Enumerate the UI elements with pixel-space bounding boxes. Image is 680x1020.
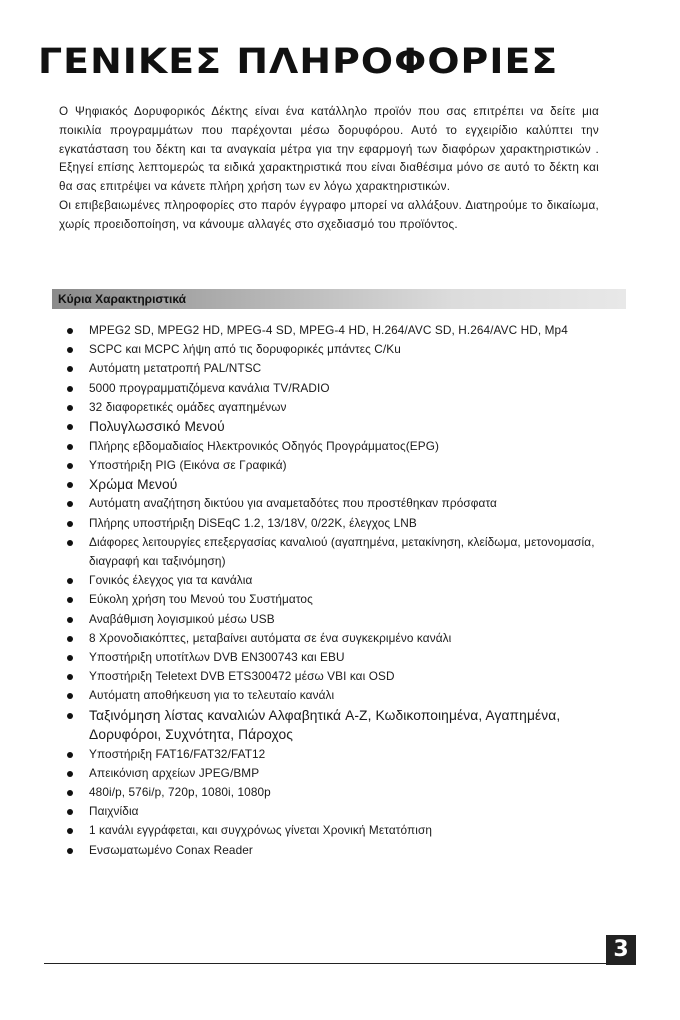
feature-text: Ταξινόμηση λίστας καναλιών Αλφαβητικά A-Z, Κωδικοποιημένα, Αγαπημένα, Δορυφόροι, Συχνότητα, Πάροχος: [89, 707, 561, 743]
feature-item: [67, 841, 607, 860]
feature-item: [67, 437, 607, 456]
bullet-icon: [67, 848, 73, 854]
intro-paragraph-1: Ο Ψηφιακός Δορυφορικός Δέκτης είναι ένα κατάλληλο προϊόν που σας επιτρέπει να δείτε μια ποικιλία προγραμμάτων που παρέχονται μέσω δορυφόρου. Αυτό το εγχειρίδιο καλύπτει την εγκατάσταση του δέκτη και τα αναγκαία μέτρα για την εφαρμογή των διαφόρων χαρακτηριστικών . Εξηγεί επίσης λεπτομερώς τα ειδικά χαρακτηριστικά που είναι διαθέσιμα μόνο σε αυτό το δέκτη και θα σας επιτρέψει να κάνετε πλήρη χρήση των εν λόγω χαρακτηριστικών.: [59, 105, 599, 194]
feature-item: [67, 802, 607, 821]
bullet-icon: [67, 771, 73, 777]
feature-item: [67, 321, 607, 340]
bullet-icon: [67, 405, 73, 411]
feature-item: [67, 648, 607, 667]
feature-text: Ενσωματωμένο Conax Reader: [89, 842, 253, 857]
bullet-icon: [67, 713, 73, 719]
feature-item: [67, 456, 607, 475]
feature-item: [67, 571, 607, 590]
feature-item: [67, 667, 607, 686]
bullet-icon: [67, 790, 73, 796]
bullet-icon: [67, 463, 73, 469]
bullet-icon: [67, 597, 73, 603]
bullet-icon: [67, 828, 73, 834]
feature-text: Γονικός έλεγχος για τα κανάλια: [89, 573, 253, 588]
bullet-icon: [67, 482, 73, 488]
feature-item: [67, 494, 607, 513]
bullet-icon: [67, 693, 73, 699]
feature-item: [67, 514, 607, 533]
section-header-bar: [52, 289, 626, 309]
feature-item: [67, 686, 607, 705]
bullet-icon: [67, 636, 73, 642]
bullet-icon: [67, 655, 73, 661]
feature-text: Υποστήριξη υποτίτλων DVB EN300743 και EBU: [89, 650, 345, 665]
page-number: 3: [606, 935, 636, 965]
feature-item: [67, 533, 607, 571]
feature-item: [67, 610, 607, 629]
feature-text: MPEG2 SD, MPEG2 HD, MPEG-4 SD, MPEG-4 HD, H.264/AVC SD, H.264/AVC HD, Mp4: [89, 323, 568, 337]
feature-item: [67, 706, 607, 745]
feature-text: Απεικόνιση αρχείων JPEG/BMP: [89, 765, 260, 780]
page-title: ΓΕΝΙΚΕΣ ΠΛΗΡΟΦΟΡΙΕΣ: [38, 42, 559, 82]
section-title: Κύρια Χαρακτηριστικά: [58, 292, 187, 306]
feature-item: [67, 783, 607, 802]
bullet-icon: [67, 424, 73, 430]
bullet-icon: [67, 809, 73, 815]
bullet-icon: [67, 501, 73, 507]
bullet-icon: [67, 347, 73, 353]
feature-text: Υποστήριξη FAT16/FAT32/FAT12: [89, 746, 266, 761]
feature-text: Υποστήριξη Teletext DVB ETS300472 μέσω VBI και OSD: [89, 669, 395, 684]
feature-text: Αυτόματη αποθήκευση για το τελευταίο κανάλι: [89, 688, 335, 703]
feature-item: [67, 745, 607, 764]
feature-text: Υποστήριξη PIG (Εικόνα σε Γραφικά): [89, 457, 287, 472]
feature-text: Χρώμα Μενού: [89, 476, 178, 492]
intro-text: [59, 103, 599, 235]
feature-item: [67, 821, 607, 840]
feature-text: Διάφορες λειτουργίες επεξεργασίας καναλιού (αγαπημένα, μετακίνηση, κλείδωμα, μετονομασία, διαγραφή και ταξινόμηση): [89, 534, 595, 569]
feature-item: [67, 590, 607, 609]
feature-item: [67, 417, 607, 437]
footer-divider: [44, 963, 606, 964]
bullet-icon: [67, 328, 73, 334]
bullet-icon: [67, 386, 73, 392]
bullet-icon: [67, 578, 73, 584]
feature-text: 5000 προγραμματιζόμενα κανάλια TV/RADIO: [89, 380, 330, 395]
feature-text: 32 διαφορετικές ομάδες αγαπημένων: [89, 399, 287, 414]
bullet-icon: [67, 752, 73, 758]
feature-item: [67, 359, 607, 378]
bullet-icon: [67, 540, 73, 546]
feature-text: 8 Χρονοδιακόπτες, μεταβαίνει αυτόματα σε ένα συγκεκριμένο κανάλι: [89, 630, 452, 645]
feature-text: Αυτόματη μετατροπή PAL/NTSC: [89, 361, 262, 376]
feature-text: Πλήρης εβδομαδιαίος Ηλεκτρονικός Οδηγός Προγράμματος(EPG): [89, 438, 440, 453]
feature-text: SCPC και MCPC λήψη από τις δορυφορικές μπάντες C/Ku: [89, 342, 401, 357]
feature-item: [67, 379, 607, 398]
feature-text: Αναβάθμιση λογισμικού μέσω USB: [89, 611, 275, 626]
feature-item: [67, 475, 607, 495]
feature-text: 1 κανάλι εγγράφεται, και συγχρόνως γίνεται Χρονική Μετατόπιση: [89, 823, 432, 838]
feature-text: Πλήρης υποστήριξη DiSEqC 1.2, 13/18V, 0/22K, έλεγχος LNB: [89, 515, 417, 530]
bullet-icon: [67, 617, 73, 623]
feature-text: Παιχνίδια: [89, 804, 139, 819]
bullet-icon: [67, 366, 73, 372]
feature-text: 480i/p, 576i/p, 720p, 1080i, 1080p: [89, 785, 271, 800]
bullet-icon: [67, 444, 73, 450]
feature-text: Πολυγλωσσικό Μενού: [89, 419, 225, 435]
feature-item: [67, 340, 607, 359]
bullet-icon: [67, 674, 73, 680]
features-list: [67, 321, 607, 860]
feature-text: Αυτόματη αναζήτηση δικτύου για αναμεταδότες που προστέθηκαν πρόσφατα: [89, 496, 497, 511]
bullet-icon: [67, 521, 73, 527]
feature-item: [67, 764, 607, 783]
intro-paragraph-2: Οι επιβεβαιωμένες πληροφορίες στο παρόν έγγραφο μπορεί να αλλάξουν. Διατηρούμε το δικαίωμα, χωρίς προειδοποίηση, να κάνουμε αλλαγές στο σχεδιασμό του προϊόντος.: [59, 198, 599, 231]
feature-item: [67, 629, 607, 648]
feature-item: [67, 398, 607, 417]
feature-text: Εύκολη χρήση του Μενού του Συστήματος: [89, 592, 313, 607]
